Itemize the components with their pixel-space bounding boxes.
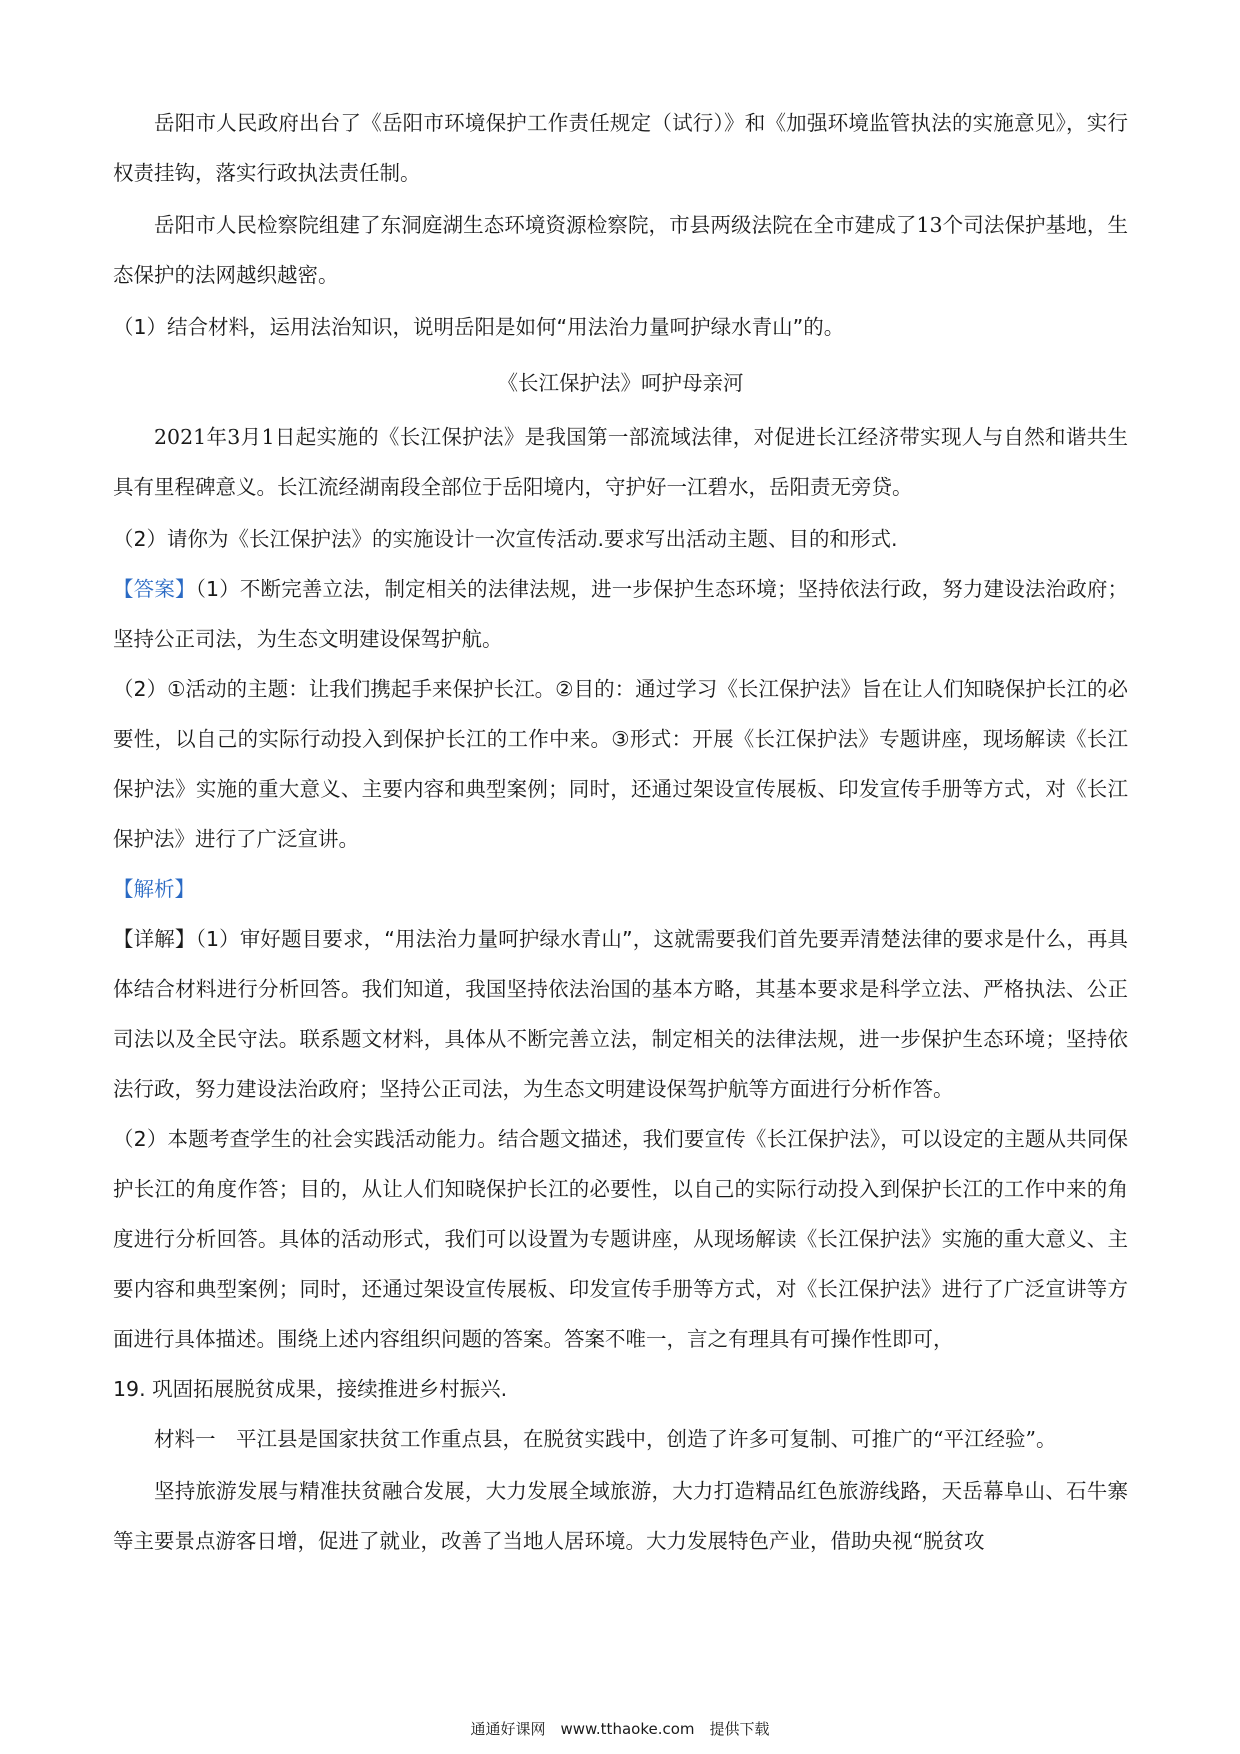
detail-text-1: （1）审好题目要求，“用法治力量呵护绿水青山”，这就需要我们首先要弄清楚法律的要求是什么，再具体结合材料进行分析回答。我们知道，我国坚持依法治国的基本方略，其基本要求是科学立法、严格执法、公正司法以及全民守法。联系题文材料，具体从不断完善立法，制定相关的法律法规，进一步保护生态环境；坚持依法行政，努力建设法治政府；坚持公正司法，为生态文明建设保驾护航等方面进行分析作答。 (113, 927, 1129, 1101)
detail-tag: 【详解】 (113, 927, 196, 951)
material-paragraph: 坚持旅游发展与精准扶贫融合发展，大力发展全域旅游，大力打造精品红色旅游线路，天岳幕阜山、石牛寨等主要景点游客日增，促进了就业，改善了当地人居环境。大力发展特色产业，借助央视“脱贫攻 (113, 1479, 1128, 1553)
document-body (113, 98, 1128, 1568)
question-2: （2）请你为《长江保护法》的实施设计一次宣传活动.要求写出活动主题、目的和形式. (113, 527, 898, 551)
question-19-title: 19. 巩固拓展脱贫成果，接续推进乡村振兴. (113, 1377, 508, 1401)
material-paragraph: 2021年3月1日起实施的《长江保护法》是我国第一部流域法律，对促进长江经济带实现人与自然和谐共生具有里程碑意义。长江流经湖南段全部位于岳阳境内，守护好一江碧水，岳阳责无旁贷。 (113, 425, 1128, 499)
answer-text-1: （1）不断完善立法，制定相关的法律法规，进一步保护生态环境；坚持依法行政，努力建设法治政府；坚持公正司法，为生态文明建设保驾护航。 (113, 577, 1129, 651)
answer-tag: 【答案】 (113, 577, 196, 601)
analysis-detail-2: （2）本题考查学生的社会实践活动能力。结合题文描述，我们要宣传《长江保护法》，可以设定的主题从共同保护长江的角度作答；目的，从让人们知晓保护长江的必要性，以自己的实际行动投入到保护长江的工作中来的角度进行分析回答。具体的活动形式，我们可以设置为专题讲座，从现场解读《长江保护法》实施的重大意义、主要内容和典型案例；同时，还通过架设宣传展板、印发宣传手册等方式，对《长江保护法》进行了广泛宣讲等方面进行具体描述。围绕上述内容组织问题的答案。答案不唯一，言之有理具有可操作性即可， (113, 1127, 1128, 1351)
question-1: （1）结合材料，运用法治知识，说明岳阳是如何“用法治力量呵护绿水青山”的。 (113, 315, 845, 339)
material-paragraph: 岳阳市人民检察院组建了东洞庭湖生态环境资源检察院，市县两级法院在全市建成了13个司法保护基地，生态保护的法网越织越密。 (113, 213, 1128, 287)
answer-part-2: （2）①活动的主题：让我们携起手来保护长江。②目的：通过学习《长江保护法》旨在让人们知晓保护长江的必要性，以自己的实际行动投入到保护长江的工作中来。③形式：开展《长江保护法》专题讲座，现场解读《长江保护法》实施的重大意义、主要内容和典型案例；同时，还通过架设宣传展板、印发宣传手册等方式，对《长江保护法》进行了广泛宣讲。 (113, 677, 1128, 851)
analysis-detail-1 (113, 914, 1128, 1114)
analysis-tag: 【解析】 (113, 877, 195, 901)
page-footer: 通通好课网 www.tthaoke.com 提供下载 (470, 1720, 770, 1738)
material-paragraph: 岳阳市人民政府出台了《岳阳市环境保护工作责任规定（试行）》和《加强环境监管执法的实施意见》，实行权责挂钩，落实行政执法责任制。 (113, 111, 1128, 185)
answer-part-1 (113, 564, 1128, 664)
material-paragraph: 材料一 平江县是国家扶贫工作重点县，在脱贫实践中，创造了许多可复制、可推广的“平江经验”。 (154, 1427, 1057, 1451)
material-title: 《长江保护法》呵护母亲河 (497, 371, 744, 395)
